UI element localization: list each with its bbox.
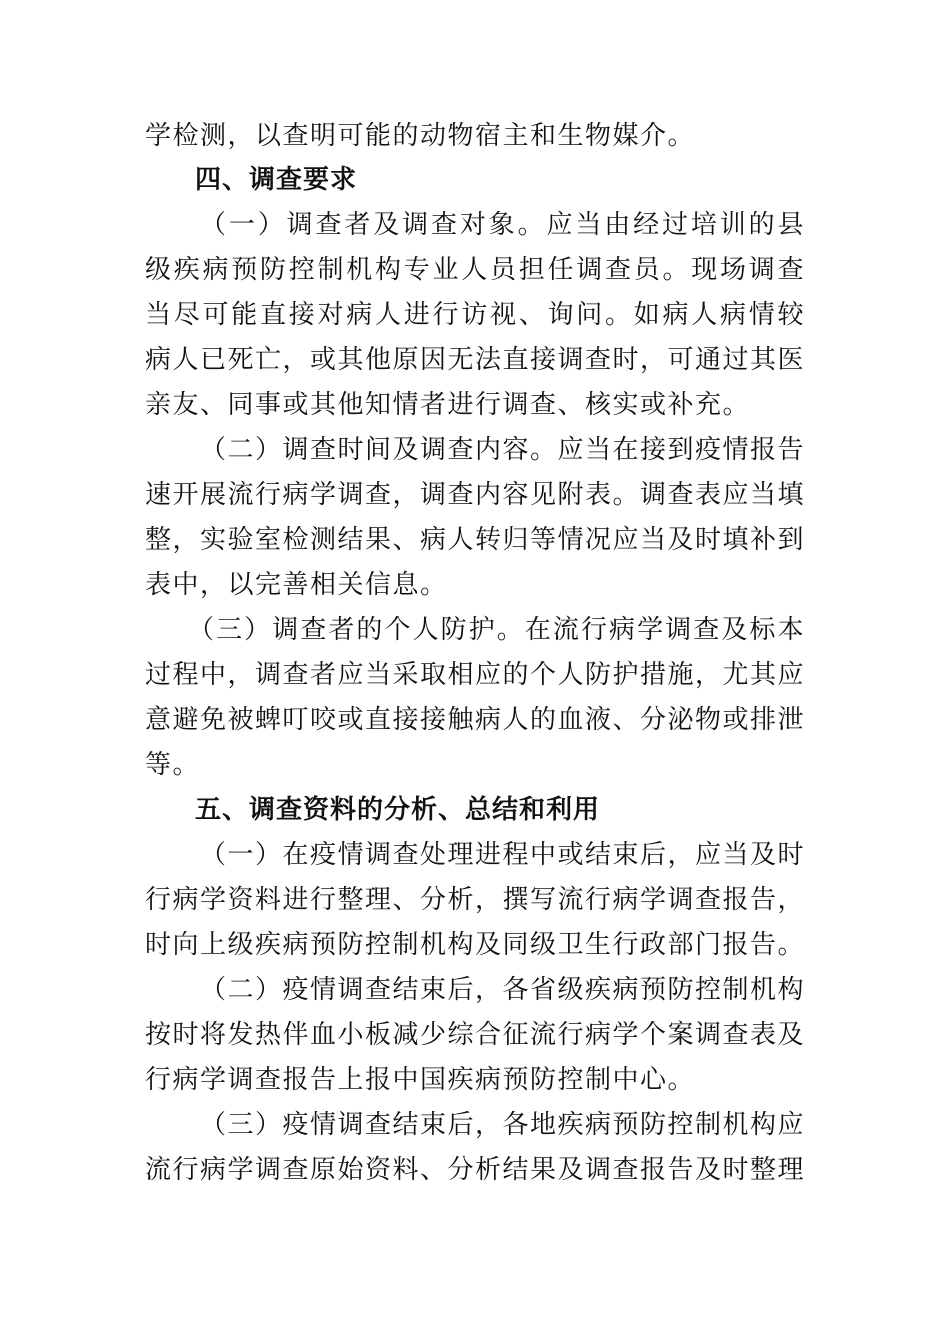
paragraph-line: （二）疫情调查结束后，各省级疾病预防控制机构	[200, 975, 805, 1005]
paragraph-line: （一）调查者及调查对象。应当由经过培训的县	[200, 210, 805, 240]
paragraph-line: 时向上级疾病预防控制机构及同级卫生行政部门报告。	[145, 930, 806, 960]
paragraph-line: （三）疫情调查结束后，各地疾病预防控制机构应	[200, 1110, 805, 1140]
paragraph-line: 行病学资料进行整理、分析，撰写流行病学调查报告，	[145, 885, 805, 915]
paragraph-line: 过程中，调查者应当采取相应的个人防护措施，尤其应	[145, 660, 805, 690]
paragraph-line: 等。	[145, 750, 201, 780]
section-heading-5: 五、调查资料的分析、总结和利用	[195, 795, 601, 825]
paragraph-line: 病人已死亡，或其他原因无法直接调查时，可通过其医	[145, 345, 805, 375]
paragraph-line: 意避免被蜱叮咬或直接接触病人的血液、分泌物或排泄	[145, 705, 805, 735]
paragraph-line: 整，实验室检测结果、病人转归等情况应当及时填补到	[145, 525, 805, 555]
paragraph-line: 按时将发热伴血小板减少综合征流行病学个案调查表及	[145, 1020, 805, 1050]
paragraph-line: 表中，以完善相关信息。	[145, 570, 448, 600]
section-heading-4: 四、调查要求	[195, 165, 358, 195]
paragraph-line: 速开展流行病学调查，调查内容见附表。调查表应当填	[145, 480, 805, 510]
paragraph-line: 流行病学调查原始资料、分析结果及调查报告及时整理	[145, 1155, 805, 1185]
paragraph-line: 级疾病预防控制机构专业人员担任调查员。现场调查	[145, 255, 805, 285]
paragraph-line: 当尽可能直接对病人进行访视、询问。如病人病情较	[145, 300, 805, 330]
paragraph-line: 学检测，以查明可能的动物宿主和生物媒介。	[145, 121, 696, 151]
paragraph-line: （一）在疫情调查处理进程中或结束后，应当及时	[200, 840, 805, 870]
paragraph-line: 行病学调查报告上报中国疾病预防控制中心。	[145, 1065, 696, 1095]
paragraph-line: （三）调查者的个人防护。在流行病学调查及标本	[188, 615, 805, 645]
paragraph-line: （二）调查时间及调查内容。应当在接到疫情报告	[200, 435, 805, 465]
paragraph-line: 亲友、同事或其他知情者进行调查、核实或补充。	[145, 390, 751, 420]
